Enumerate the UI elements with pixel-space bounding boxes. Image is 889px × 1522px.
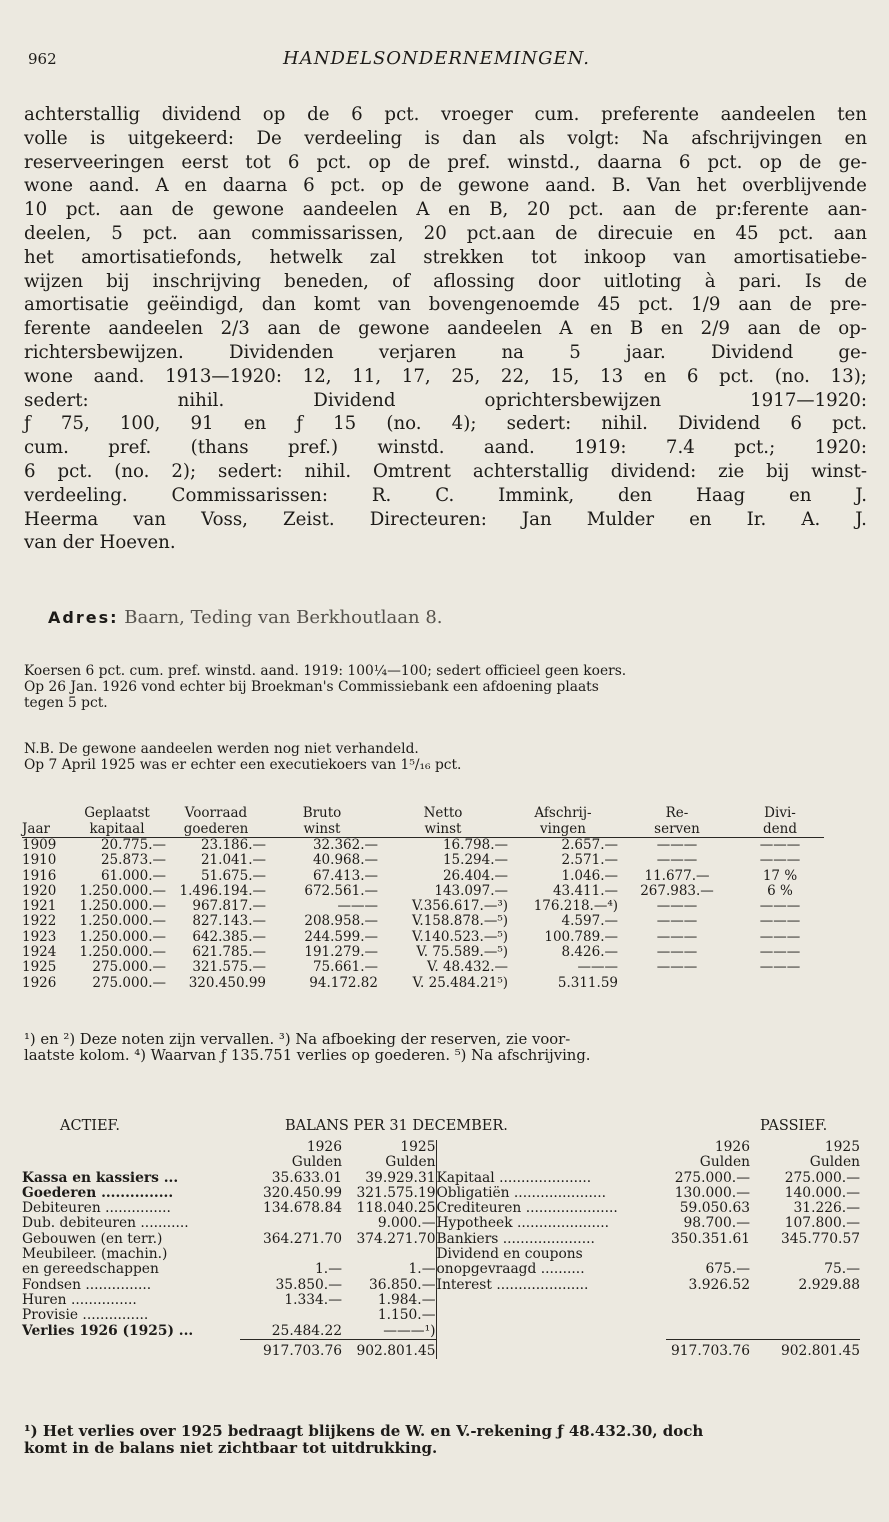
table-cell: ——— (656, 837, 698, 853)
body-line: verdeeling. Commissarissen: R. C. Immink, den Haag en J. (24, 484, 868, 506)
table-cell: 267.983.— (640, 882, 714, 899)
actief-value-1925: 9.000.— (342, 1216, 436, 1231)
balance-row (22, 1324, 860, 1340)
table-cell: 8.426.— (561, 944, 618, 961)
actief-value-1925: 39.929.31 (342, 1171, 436, 1186)
table-cell (618, 976, 736, 991)
table-cell: 100.789.— (544, 928, 618, 945)
balance-blank-cell (750, 1293, 860, 1308)
address-line (48, 607, 443, 628)
balance-blank-cell (750, 1324, 860, 1340)
table-cell: 621.785.— (192, 944, 266, 961)
table-cell: 1923 (22, 928, 57, 945)
table-cell: 967.817.— (192, 898, 266, 915)
actief-value-1926 (240, 1247, 342, 1262)
body-line: wone aand. 1913—1920: 12, 11, 17, 25, 22, 15, 13 en 6 pct. (no. 13); (24, 365, 867, 387)
currency-header: Gulden (342, 1155, 436, 1170)
table-row (22, 960, 824, 975)
table-cell: 16.798.— (442, 837, 508, 853)
table-cell: 25.873.— (100, 852, 166, 869)
balance-row (22, 1262, 860, 1277)
passief-item-label: Hypotheek ..................... (436, 1215, 610, 1232)
table-cell: 191.279.— (304, 944, 378, 961)
table-row (22, 914, 824, 929)
table-cell: 4.597.— (561, 913, 618, 930)
table-cell: 6 % (767, 882, 793, 899)
body-line: richtersbewijzen. Dividenden verjaren na 5 jaar. Dividend ge- (24, 341, 867, 363)
balance-row (22, 1247, 860, 1262)
body-line: ferente aandeelen 2/3 aan de gewone aandeelen A en B en 2/9 aan de op- (24, 318, 867, 340)
koersen-line: Koersen 6 pct. cum. pref. winstd. aand. 1919: 100¼—100; sedert officieel geen koers. (24, 663, 627, 679)
balance-blank-cell (436, 1339, 666, 1359)
body-line: ƒ 75, 100, 91 en ƒ 15 (no. 4); sedert: nihil. Dividend 6 pct. (24, 413, 868, 435)
passief-value-1925: 75.— (824, 1261, 860, 1278)
passief-item-label: Dividend en coupons (436, 1246, 583, 1263)
table-row (22, 884, 824, 899)
table-cell: 21.041.— (200, 852, 266, 869)
balance-blank-cell (22, 1339, 240, 1359)
balance-row (22, 1171, 860, 1186)
actief-value-1926: 1.— (315, 1261, 342, 1278)
table-cell: ——— (759, 944, 801, 961)
actief-item-label: en gereedschappen (22, 1261, 159, 1278)
actief-value-1925: 36.850.— (342, 1278, 436, 1293)
table-cell: 321.575.— (192, 959, 266, 976)
table-cell: 5.311.59 (557, 974, 618, 991)
actief-item-label: Huren ............... (22, 1291, 137, 1308)
table-cell: ——— (337, 898, 378, 915)
column-header-stock: Voorraad goederen (183, 805, 249, 837)
actief-item-label: Fondsen ............... (22, 1276, 152, 1293)
passief-total-1926: 917.703.76 (666, 1339, 750, 1359)
table-cell: 15.294.— (442, 852, 508, 869)
page-header (28, 50, 861, 72)
body-line: van der Hoeven. (24, 532, 176, 554)
table-cell: ——— (759, 852, 801, 869)
balance-blank-cell (22, 1155, 240, 1170)
actief-value-1925: 1.— (342, 1262, 436, 1277)
actief-item-label: Debiteuren ............... (22, 1200, 171, 1217)
balance-blank-cell (436, 1308, 666, 1323)
table-cell: V.356.617.—³) (412, 898, 508, 915)
balance-blank-cell (436, 1155, 666, 1170)
table-cell: 1922 (22, 913, 57, 930)
passief-item-label: Crediteuren ..................... (436, 1200, 618, 1217)
table-cell: 275.000.— (92, 974, 166, 991)
balance-row (22, 1186, 860, 1201)
body-line: cum. pref. (thans pref.) winstd. aand. 1919: 7.4 pct.; 1920: (24, 437, 867, 459)
table-footnote-line: laatste kolom. ⁴) Waarvan ƒ 135.751 verlies op goederen. ⁵) Na afschrijving. (24, 1047, 591, 1064)
address-label: Adres: (48, 608, 119, 627)
table-cell: 32.362.— (312, 837, 378, 853)
balance-blank-cell (436, 1140, 666, 1155)
passief-value-1925: 275.000.— (784, 1169, 860, 1186)
balance-total-row (22, 1339, 860, 1359)
passief-item-label: Bankiers ..................... (436, 1230, 595, 1247)
passief-value-1926 (666, 1247, 750, 1262)
table-cell: 1909 (22, 837, 57, 853)
table-header-row (22, 805, 824, 838)
actief-item-label: Dub. debiteuren ........... (22, 1215, 189, 1232)
table-cell: V. 48.432.— (427, 959, 508, 976)
passief-value-1925 (750, 1247, 860, 1262)
passief-item-label: Obligatiën ..................... (436, 1184, 607, 1201)
table-cell: 2.657.— (561, 837, 618, 853)
body-line: het amortisatiefonds, hetwelk zal strekken tot inkoop van amortisatiebe- (24, 246, 867, 268)
table-cell: 51.675.— (200, 867, 266, 884)
table-cell (736, 976, 824, 991)
column-header-year: Jaar (22, 821, 50, 837)
table-cell: 1916 (22, 867, 57, 884)
table-cell: 320.450.99 (188, 974, 266, 991)
balance-blank-cell (666, 1324, 750, 1340)
balance-blank-cell (750, 1308, 860, 1323)
footnote-line: komt in de balans niet zichtbaar tot uitdrukking. (24, 1439, 438, 1457)
body-line: Heerma van Voss, Zeist. Directeuren: Jan Mulder en Ir. A. J. (24, 508, 867, 530)
table-row (22, 930, 824, 945)
passief-label: PASSIEF. (760, 1118, 828, 1134)
table-cell: V.158.878.—⁵) (412, 913, 508, 930)
table-cell: 1.250.000.— (79, 882, 166, 899)
body-line: 6 pct. (no. 2); sedert: nihil. Omtrent achterstallig dividend: zie bij winst- (24, 460, 868, 482)
actief-value-1925: 374.271.70 (342, 1232, 436, 1247)
actief-value-1926: 134.678.84 (263, 1200, 342, 1217)
table-row (22, 838, 824, 854)
body-line: deelen, 5 pct. aan commissarissen, 20 pct.aan de direcuie en 45 pct. aan (24, 222, 867, 244)
koersen-note (24, 663, 864, 711)
table-cell: 26.404.— (442, 867, 508, 884)
balance-blank-cell (436, 1293, 666, 1308)
table-cell: ——— (656, 898, 698, 915)
table-cell: 275.000.— (92, 959, 166, 976)
table-cell: 1.250.000.— (79, 928, 166, 945)
table-cell: ——— (759, 898, 801, 915)
table-cell: 11.677.— (644, 867, 710, 884)
body-line: reserveeringen eerst tot 6 pct. op de pref. winstd., daarna 6 pct. op de ge- (24, 151, 867, 173)
body-line: achterstallig dividend op de 6 pct. vroeger cum. preferente aandeelen ten (24, 104, 867, 125)
nb-line: N.B. De gewone aandeelen werden nog niet verhandeld. (24, 741, 419, 757)
table-row (22, 899, 824, 914)
table-cell: ——— (656, 959, 698, 976)
table-cell: ——— (577, 959, 618, 976)
table-cell: V. 25.484.21⁵) (412, 974, 508, 991)
year-header: 1926 (306, 1139, 342, 1155)
actief-item-label: Kassa en kassiers ... (22, 1169, 179, 1186)
actief-value-1926 (240, 1308, 342, 1323)
table-cell: 1.250.000.— (79, 944, 166, 961)
table-cell: 1926 (22, 974, 57, 991)
footnote-line: ¹) Het verlies over 1925 bedraagt blijkens de W. en V.-rekening ƒ 48.432.30, doch (24, 1422, 704, 1440)
table-cell: ——— (656, 928, 698, 945)
column-header-reserves: Re- serven (654, 805, 700, 837)
financial-history-table (22, 805, 824, 991)
table-cell: ——— (759, 928, 801, 945)
passief-value-1925: 2.929.88 (798, 1276, 860, 1293)
page-number: 962 (28, 50, 57, 68)
passief-value-1925: 140.000.— (784, 1184, 860, 1201)
balance-sheet-title: BALANS PER 31 DECEMBER. (285, 1118, 508, 1134)
balance-row (22, 1216, 860, 1231)
balance-currency-header-row (22, 1155, 860, 1170)
table-cell: 827.143.— (192, 913, 266, 930)
koersen-line: Op 26 Jan. 1926 vond echter bij Broekman's Commissiebank een afdoening plaats (24, 679, 599, 695)
balance-year-header-row (22, 1140, 860, 1155)
table-cell: 1920 (22, 882, 57, 899)
currency-header: Gulden (699, 1154, 750, 1171)
passief-value-1925: 107.800.— (784, 1215, 860, 1232)
table-cell: ——— (759, 913, 801, 930)
passief-value-1926: 59.050.63 (679, 1200, 750, 1217)
table-cell: ——— (656, 852, 698, 869)
table-cell: 94.172.82 (309, 974, 378, 991)
actief-item-label: Goederen ............... (22, 1184, 174, 1201)
table-cell: 672.561.— (304, 882, 378, 899)
table-row (22, 945, 824, 960)
table-cell: 61.000.— (100, 867, 166, 884)
year-header: 1925 (342, 1140, 436, 1155)
actief-value-1926: 35.633.01 (271, 1169, 342, 1186)
table-row (22, 853, 824, 868)
table-cell: 1925 (22, 959, 57, 976)
year-header: 1926 (714, 1139, 750, 1155)
passief-value-1926: 130.000.— (674, 1184, 750, 1201)
actief-item-label: Meubileer. (machin.) (22, 1246, 168, 1263)
passief-value-1926: 275.000.— (674, 1169, 750, 1186)
column-header-net-profit: Netto winst (423, 805, 463, 837)
balance-blank-cell (22, 1140, 240, 1155)
table-cell: 20.775.— (100, 837, 166, 853)
body-paragraph (24, 103, 867, 555)
table-cell: ——— (759, 959, 801, 976)
table-cell: ——— (759, 837, 801, 853)
table-cell: 1.496.194.— (179, 882, 266, 899)
table-cell: V. 75.589.—⁵) (416, 944, 508, 961)
actief-value-1925 (342, 1247, 436, 1262)
actief-value-1925: 118.040.25 (342, 1201, 436, 1216)
year-header: 1925 (824, 1139, 860, 1155)
passief-item-label: onopgevraagd .......... (436, 1261, 585, 1278)
actief-value-1925: ———¹) (342, 1324, 436, 1340)
balance-row (22, 1232, 860, 1247)
actief-value-1925: 1.984.— (342, 1293, 436, 1308)
table-cell: 208.958.— (304, 913, 378, 930)
table-row (22, 976, 824, 991)
nb-note (24, 741, 864, 773)
passief-value-1926: 98.700.— (683, 1215, 750, 1232)
table-cell: 642.385.— (192, 928, 266, 945)
koersen-line: tegen 5 pct. (24, 695, 108, 711)
table-cell: 17 % (762, 867, 798, 884)
passief-value-1925: 31.226.— (793, 1200, 860, 1217)
table-cell: 1924 (22, 944, 57, 961)
actief-value-1926: 35.850.— (275, 1276, 342, 1293)
balance-blank-cell (436, 1324, 666, 1340)
table-cell: 244.599.— (304, 928, 378, 945)
balance-row (22, 1201, 860, 1216)
column-header-capital: Geplaatst kapitaal (84, 805, 150, 837)
currency-header: Gulden (809, 1154, 860, 1171)
table-cell: ——— (656, 944, 698, 961)
table-cell: 67.413.— (312, 867, 378, 884)
table-cell: 143.097.— (434, 882, 508, 899)
actief-label: ACTIEF. (60, 1118, 120, 1134)
passief-value-1926: 3.926.52 (688, 1276, 750, 1293)
column-header-depreciation: Afschrij- vingen (534, 805, 592, 837)
actief-value-1925: 321.575.19 (342, 1186, 436, 1201)
balance-row (22, 1308, 860, 1323)
body-line: sedert: nihil. Dividend oprichtersbewijzen 1917—1920: (24, 389, 867, 411)
passief-item-label: Interest ..................... (436, 1276, 589, 1293)
balance-sheet-heading (0, 1118, 889, 1138)
body-line: amortisatie geëindigd, dan komt van bovengenoemde 45 pct. 1/9 aan de pre- (24, 294, 867, 316)
body-line: 10 pct. aan de gewone aandeelen A en B, 20 pct. aan de pr:ferente aan- (24, 199, 868, 221)
table-cell: ——— (656, 913, 698, 930)
table-cell: 2.571.— (561, 852, 618, 869)
actief-item-label: Verlies 1926 (1925) ... (22, 1322, 194, 1339)
balance-footnote (24, 1423, 703, 1457)
table-row (22, 869, 824, 884)
table-cell: 43.411.— (552, 882, 618, 899)
actief-value-1925: 1.150.— (342, 1308, 436, 1323)
actief-value-1926: 364.271.70 (263, 1230, 342, 1247)
balance-row (22, 1278, 860, 1293)
table-cell: 40.968.— (312, 852, 378, 869)
actief-total-1926: 917.703.76 (240, 1339, 342, 1359)
table-cell: 1.250.000.— (79, 913, 166, 930)
table-cell: 23.186.— (200, 837, 266, 853)
body-line: wone aand. A en daarna 6 pct. op de gewone aand. B. Van het overblijvende (24, 175, 867, 197)
passief-value-1926: 350.351.61 (671, 1230, 750, 1247)
running-title: HANDELSONDERNEMINGEN. (283, 48, 590, 69)
balance-blank-cell (666, 1308, 750, 1323)
passief-value-1926: 675.— (705, 1261, 750, 1278)
table-cell: 1921 (22, 898, 57, 915)
balance-row (22, 1293, 860, 1308)
actief-value-1926: 1.334.— (284, 1291, 342, 1308)
balance-sheet-table (22, 1140, 860, 1359)
actief-item-label: Gebouwen (en terr.) (22, 1230, 163, 1247)
passief-value-1925: 345.770.57 (781, 1230, 860, 1247)
actief-value-1926: 320.450.99 (263, 1184, 342, 1201)
actief-value-1926 (240, 1216, 342, 1231)
address-value: Baarn, Teding van Berkhoutlaan 8. (124, 607, 443, 628)
passief-item-label: Kapitaal ..................... (436, 1169, 592, 1186)
column-header-gross-profit: Bruto winst (302, 805, 342, 837)
table-cell: 75.661.— (312, 959, 378, 976)
body-line: volle is uitgekeerd: De verdeeling is dan als volgt: Na afschrijvingen en (24, 127, 868, 149)
nb-line: Op 7 April 1925 was er echter een executiekoers van 1⁵/₁₆ pct. (24, 757, 462, 773)
table-cell: V.140.523.—⁵) (412, 928, 508, 945)
column-header-dividend: Divi- dend (763, 805, 797, 837)
table-footnote-line: ¹) en ²) Deze noten zijn vervallen. ³) Na afboeking der reserven, zie voor- (24, 1031, 571, 1048)
actief-item-label: Provisie ............... (22, 1307, 149, 1324)
table-cell: 1910 (22, 852, 57, 869)
table-footnotes (24, 1032, 591, 1064)
table-cell: 176.218.—⁴) (533, 898, 618, 915)
balance-blank-cell (666, 1293, 750, 1308)
currency-header: Gulden (291, 1154, 342, 1171)
actief-value-1926: 25.484.22 (271, 1322, 342, 1339)
passief-total-1925: 902.801.45 (750, 1339, 860, 1359)
body-line: wijzen bij inschrijving beneden, of aflossing door uitloting à pari. Is de (24, 270, 867, 292)
actief-total-1925: 902.801.45 (342, 1339, 436, 1359)
table-cell: 1.046.— (561, 867, 618, 884)
table-cell: 1.250.000.— (79, 898, 166, 915)
